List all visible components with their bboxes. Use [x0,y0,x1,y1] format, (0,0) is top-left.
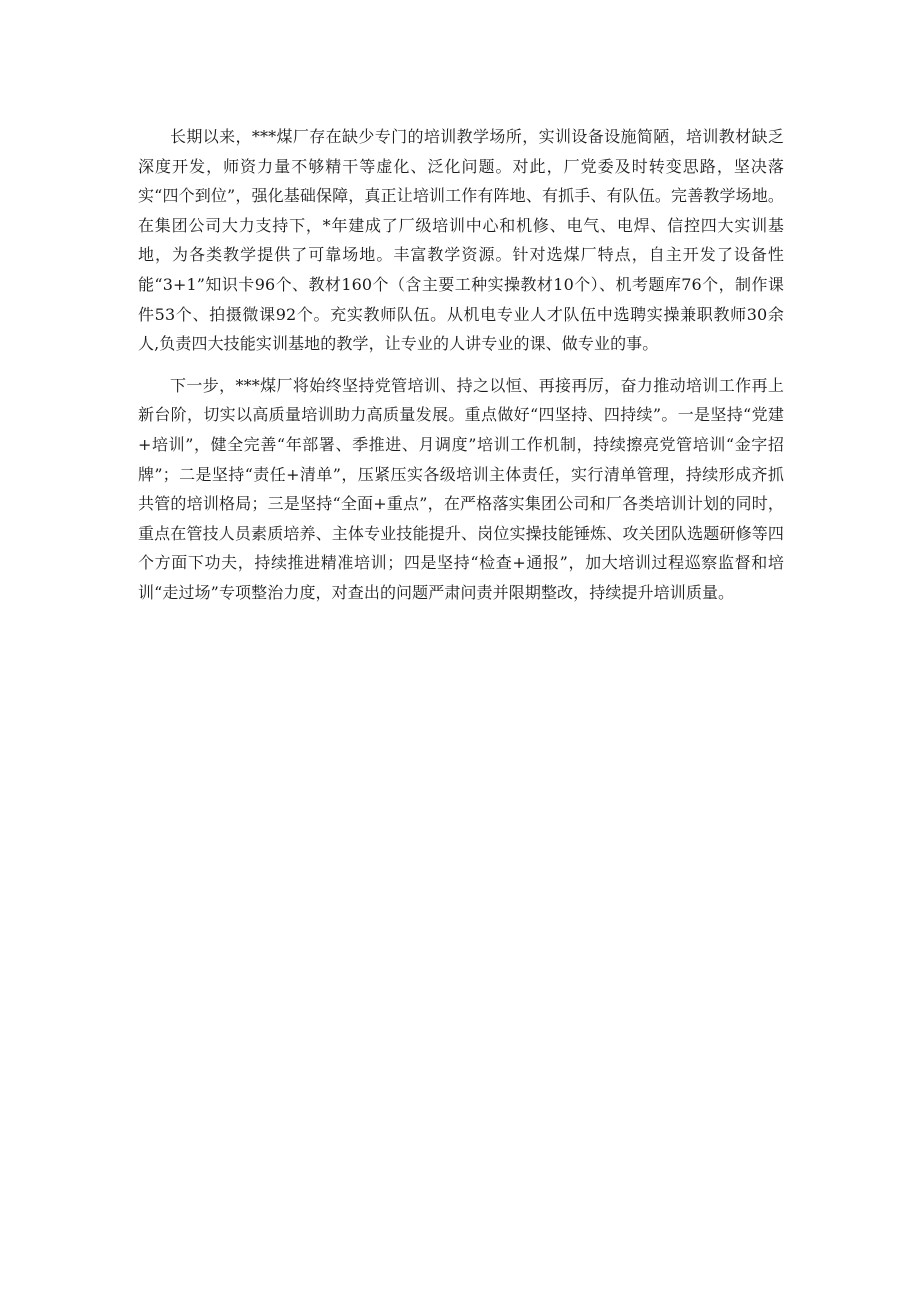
document-body [138,122,784,620]
paragraph-training-achievements: 长期以来，***煤厂存在缺少专门的培训教学场所，实训设备设施简陋，培训教材缺乏深度开发，师资力量不够精干等虚化、泛化问题。对此，厂党委及时转变思路，坚决落实“四个到位”，强化基础保障，真正让培训工作有阵地、有抓手、有队伍。完善教学场地。在集团公司大力支持下，*年建成了厂级培训中心和机修、电气、电焊、信控四大实训基地，为各类教学提供了可靠场地。丰富教学资源。针对选煤厂特点，自主开发了设备性能“3+1”知识卡96个、教材160个（含主要工种实操教材10个）、机考题库76个，制作课件53个、拍摄微课92个。充实教师队伍。从机电专业人才队伍中选聘实操兼职教师30余人,负责四大技能实训基地的教学，让专业的人讲专业的课、做专业的事。 [138,127,784,354]
paragraph-next-steps: 下一步，***煤厂将始终坚持党管培训、持之以恒、再接再厉，奋力推动培训工作再上新台阶，切实以高质量培训助力高质量发展。重点做好“四坚持、四持续”。一是坚持“党建+培训”，健全完善“年部署、季推进、月调度”培训工作机制，持续擦亮党管培训“金字招牌”；二是坚持“责任+清单”，压紧压实各级培训主体责任，实行清单管理，持续形成齐抓共管的培训格局；三是坚持“全面+重点”，在严格落实集团公司和厂各类培训计划的同时，重点在管技人员素质培养、主体专业技能提升、岗位实操技能锤炼、攻关团队选题研修等四个方面下功夫，持续推进精准培训；四是坚持“检查+通报”，加大培训过程巡察监督和培训“走过场”专项整治力度，对查出的问题严肃问责并限期整改，持续提升培训质量。 [138,375,784,602]
